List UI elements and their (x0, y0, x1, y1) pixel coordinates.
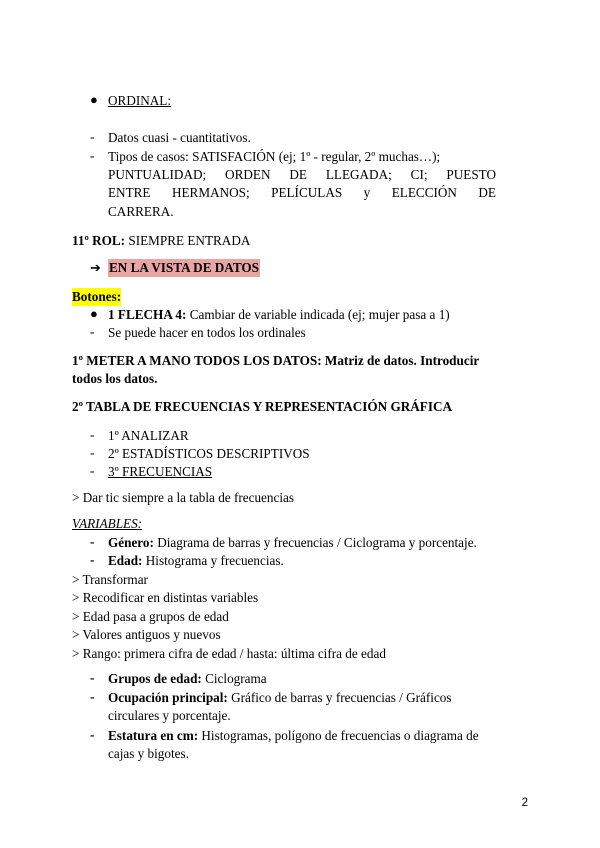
list-item: 1º ANALIZAR (108, 428, 189, 443)
variables-heading: VARIABLES: (72, 516, 143, 531)
ocupacion-text: Gráfico de barras y frecuencias / Gráficos (231, 690, 452, 705)
instruction-line: > Rango: primera cifra de edad / hasta: última cifra de edad (72, 646, 386, 661)
list-item-continuation: ENTRE HERMANOS; PELÍCULAS y ELECCIÓN DE (108, 185, 496, 200)
flecha-text: Cambiar de variable indicada (ej; mujer pasa a 1) (189, 307, 450, 322)
list-item (108, 552, 284, 570)
dash-marker: - (90, 670, 95, 685)
instruction-line: > Transformar (72, 572, 148, 587)
dash-marker: - (90, 148, 95, 163)
instruction-line: > Edad pasa a grupos de edad (72, 609, 229, 624)
list-item: 3º FRECUENCIAS (108, 464, 213, 479)
genero-text: Diagrama de barras y frecuencias / Ciclograma y porcentaje. (157, 535, 477, 550)
instruction-line: > Recodificar en distintas variables (72, 590, 259, 605)
list-item: Se puede hacer en todos los ordinales (108, 325, 306, 340)
list-item-continuation: cajas y bigotes. (108, 746, 189, 761)
ordinal-heading: ORDINAL: (108, 93, 172, 108)
list-item (108, 727, 479, 745)
list-item (108, 689, 452, 707)
genero-label: Género: (108, 535, 154, 550)
flecha-label: 1 FLECHA 4: (108, 307, 187, 322)
rol-text: SIEMPRE ENTRADA (128, 233, 251, 248)
ocupacion-label: Ocupación principal: (108, 690, 228, 705)
bullet-icon: ● (90, 306, 98, 321)
vista-datos-heading: EN LA VISTA DE DATOS (109, 260, 259, 275)
dash-marker: - (90, 534, 95, 549)
dash-marker: - (90, 727, 95, 742)
grupos-label: Grupos de edad: (108, 671, 202, 686)
dash-marker: - (90, 129, 95, 144)
rol-label: 11º ROL: (72, 233, 126, 248)
instruction-line: > Dar tic siempre a la tabla de frecuencias (72, 490, 294, 505)
step1-heading-continuation: todos los datos. (72, 371, 158, 386)
page-number: 2 (521, 797, 528, 809)
list-item: 2º ESTADÍSTICOS DESCRIPTIVOS (108, 446, 310, 461)
botones-heading: Botones: (72, 289, 122, 304)
estatura-label: Estatura en cm: (108, 728, 199, 743)
step2-heading: 2º TABLA DE FRECUENCIAS Y REPRESENTACIÓN GRÁFICA (72, 399, 452, 414)
edad-label: Edad: (108, 553, 143, 568)
dash-marker: - (90, 445, 95, 460)
dash-marker: - (90, 689, 95, 704)
arrow-icon: ➔ (90, 260, 102, 275)
instruction-line: > Valores antiguos y nuevos (72, 627, 221, 642)
list-item-continuation: PUNTUALIDAD; ORDEN DE LLEGADA; CI; PUESTO (108, 167, 496, 182)
dash-marker: - (90, 324, 95, 339)
list-item (108, 670, 267, 688)
list-item (108, 534, 477, 552)
step1-heading: 1º METER A MANO TODOS LOS DATOS: Matriz de datos. Introducir (72, 353, 480, 368)
grupos-text: Ciclograma (205, 671, 267, 686)
edad-text: Histograma y frecuencias. (145, 553, 284, 568)
list-item (108, 306, 450, 324)
list-item: Datos cuasi - cuantitativos. (108, 130, 251, 145)
bullet-icon: ● (90, 92, 98, 107)
dash-marker: - (90, 427, 95, 442)
dash-marker: - (90, 463, 95, 478)
list-item-continuation: circulares y porcentaje. (108, 708, 231, 723)
list-item-continuation: CARRERA. (108, 204, 174, 219)
dash-marker: - (90, 552, 95, 567)
estatura-text: Histogramas, polígono de frecuencias o diagrama de (201, 728, 479, 743)
rol-line (72, 232, 250, 250)
list-item: Tipos de casos: SATISFACIÓN (ej; 1º - regular, 2º muchas…); (108, 149, 441, 164)
